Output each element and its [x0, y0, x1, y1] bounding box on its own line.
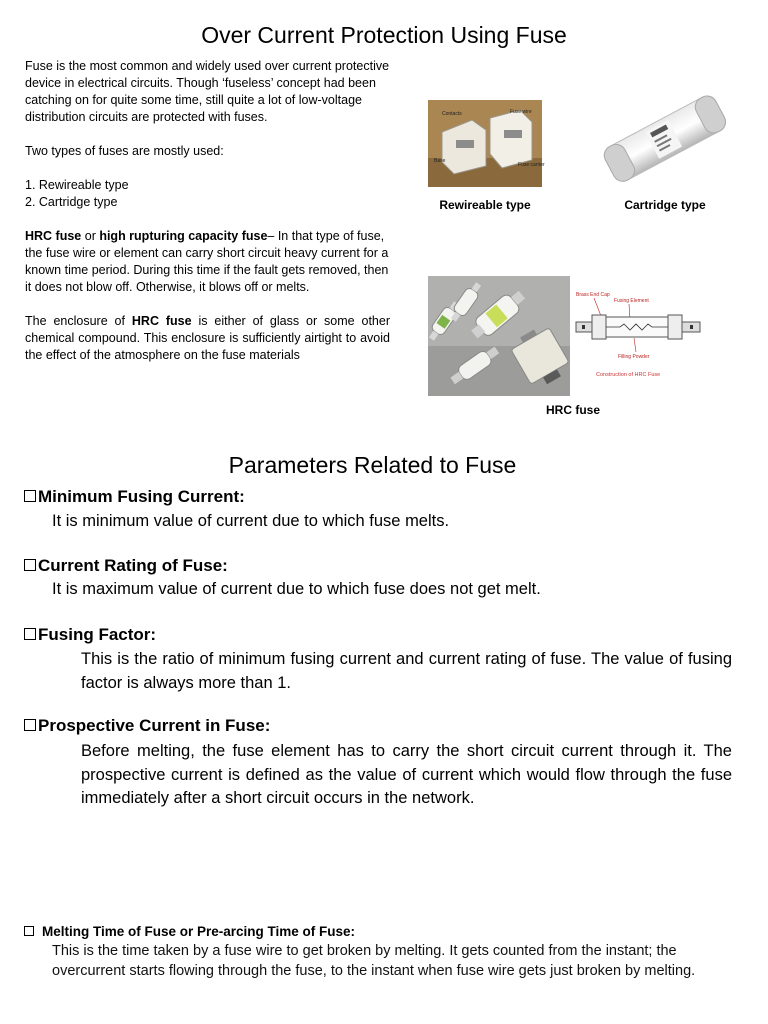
- cartridge-caption: Cartridge type: [624, 198, 706, 212]
- enclosure-paragraph: [25, 313, 390, 364]
- param-body-fusing-factor: This is the ratio of minimum fusing current and current rating of fuse. The value of fusing factor is always more than 1.: [81, 650, 732, 692]
- cartridge-fuse-image: [592, 88, 737, 188]
- melting-heading-text: Melting Time of Fuse or Pre-arcing Time of Fuse:: [42, 924, 356, 939]
- label-contacts: Contacts: [442, 111, 462, 117]
- param-body-prospective-current: Before melting, the fuse element has to carry the short circuit current through it. The prospective current is defined as the value of current which would flow through the fuse immediately after a short circuit occurs in the network.: [81, 742, 732, 807]
- checkbox-bullet-icon: [24, 628, 36, 640]
- label-fusing-element: Fusing Element: [614, 298, 649, 304]
- hrc-fuse-illustration: [428, 276, 570, 396]
- hrc-term-full: high rupturing capacity fuse: [99, 229, 268, 243]
- param-heading-text: Prospective Current in Fuse:: [38, 716, 271, 735]
- hrc-construction-diagram: [574, 284, 704, 384]
- types-lead: Two types of fuses are mostly used:: [25, 144, 224, 158]
- param-heading-current-rating: [24, 556, 228, 576]
- label-filling-powder: Filling Powder: [618, 354, 650, 360]
- intro-text: [25, 58, 390, 381]
- checkbox-bullet-icon: [24, 719, 36, 731]
- hrc-construction-svg: [574, 284, 704, 384]
- param-body-current-rating: It is maximum value of current due to which fuse does not get melt.: [52, 580, 541, 598]
- rewireable-fuse-illustration: [428, 100, 545, 187]
- intro-paragraph: Fuse is the most common and widely used over current protective device in electrical circuits. Though ‘fuseless’ concept had been catching on for quite some time, still quite a lot of low-voltage distribution circuits are protected with fuses.: [25, 59, 390, 124]
- melting-time-heading: [24, 924, 355, 939]
- cartridge-fuse-illustration: [592, 88, 737, 188]
- label-fuse-wire: Fuse wire: [510, 109, 532, 115]
- param-body-min-fusing: It is minimum value of current due to which fuse melts.: [52, 512, 450, 530]
- checkbox-bullet-icon: [24, 559, 36, 571]
- enclosure-text-c: is either of glass or some other chemical compound. This enclosure is sufficiently airtight to avoid the effect of the atmosphere on the fuse materials: [25, 314, 391, 362]
- page-title: Over Current Protection Using Fuse: [201, 22, 567, 48]
- param-heading-fusing-factor: [24, 625, 156, 645]
- label-fuse-carrier: Fuse carrier: [518, 162, 545, 168]
- hrc-paragraph: [25, 228, 390, 296]
- enclosure-text-a: The enclosure of: [25, 314, 132, 328]
- hrc-or: or: [81, 229, 100, 243]
- label-brass-end-cap: Brass End Cap: [576, 292, 610, 298]
- label-construction-title: Construction of HRC Fuse: [596, 372, 661, 378]
- hrc-fuse-image: [428, 276, 570, 396]
- section-title: Parameters Related to Fuse: [228, 452, 517, 478]
- hrc-term: HRC fuse: [25, 229, 82, 243]
- param-heading-prospective-current: [24, 716, 270, 736]
- fuse-types-list: [25, 177, 390, 211]
- param-heading-text: Fusing Factor:: [38, 625, 157, 644]
- list-item: 1. Rewireable type: [25, 178, 129, 192]
- param-heading-text: Current Rating of Fuse:: [38, 556, 228, 575]
- checkbox-bullet-icon: [24, 926, 34, 936]
- hrc-description: – In that type of fuse, the fuse wire or element can carry short circuit heavy current for a known time period. During this time if the fault gets removed, then it does not blow off. Otherwise, it blows off or melts.: [25, 229, 389, 294]
- rewireable-fuse-image: [428, 100, 545, 187]
- param-heading-min-fusing: [24, 487, 245, 507]
- hrc-caption: HRC fuse: [545, 403, 600, 417]
- enclosure-term: HRC fuse: [131, 314, 192, 328]
- param-heading-text: Minimum Fusing Current:: [38, 487, 245, 506]
- checkbox-bullet-icon: [24, 490, 36, 502]
- list-item: 2. Cartridge type: [25, 195, 118, 209]
- melting-time-body: This is the time taken by a fuse wire to get broken by melting. It gets counted from the instant; the overcurrent starts flowing through the fuse, to the instant when fuse wire gets just broken by melting.: [52, 943, 696, 979]
- label-base: Base: [434, 158, 446, 164]
- rewireable-caption: Rewireable type: [439, 198, 531, 212]
